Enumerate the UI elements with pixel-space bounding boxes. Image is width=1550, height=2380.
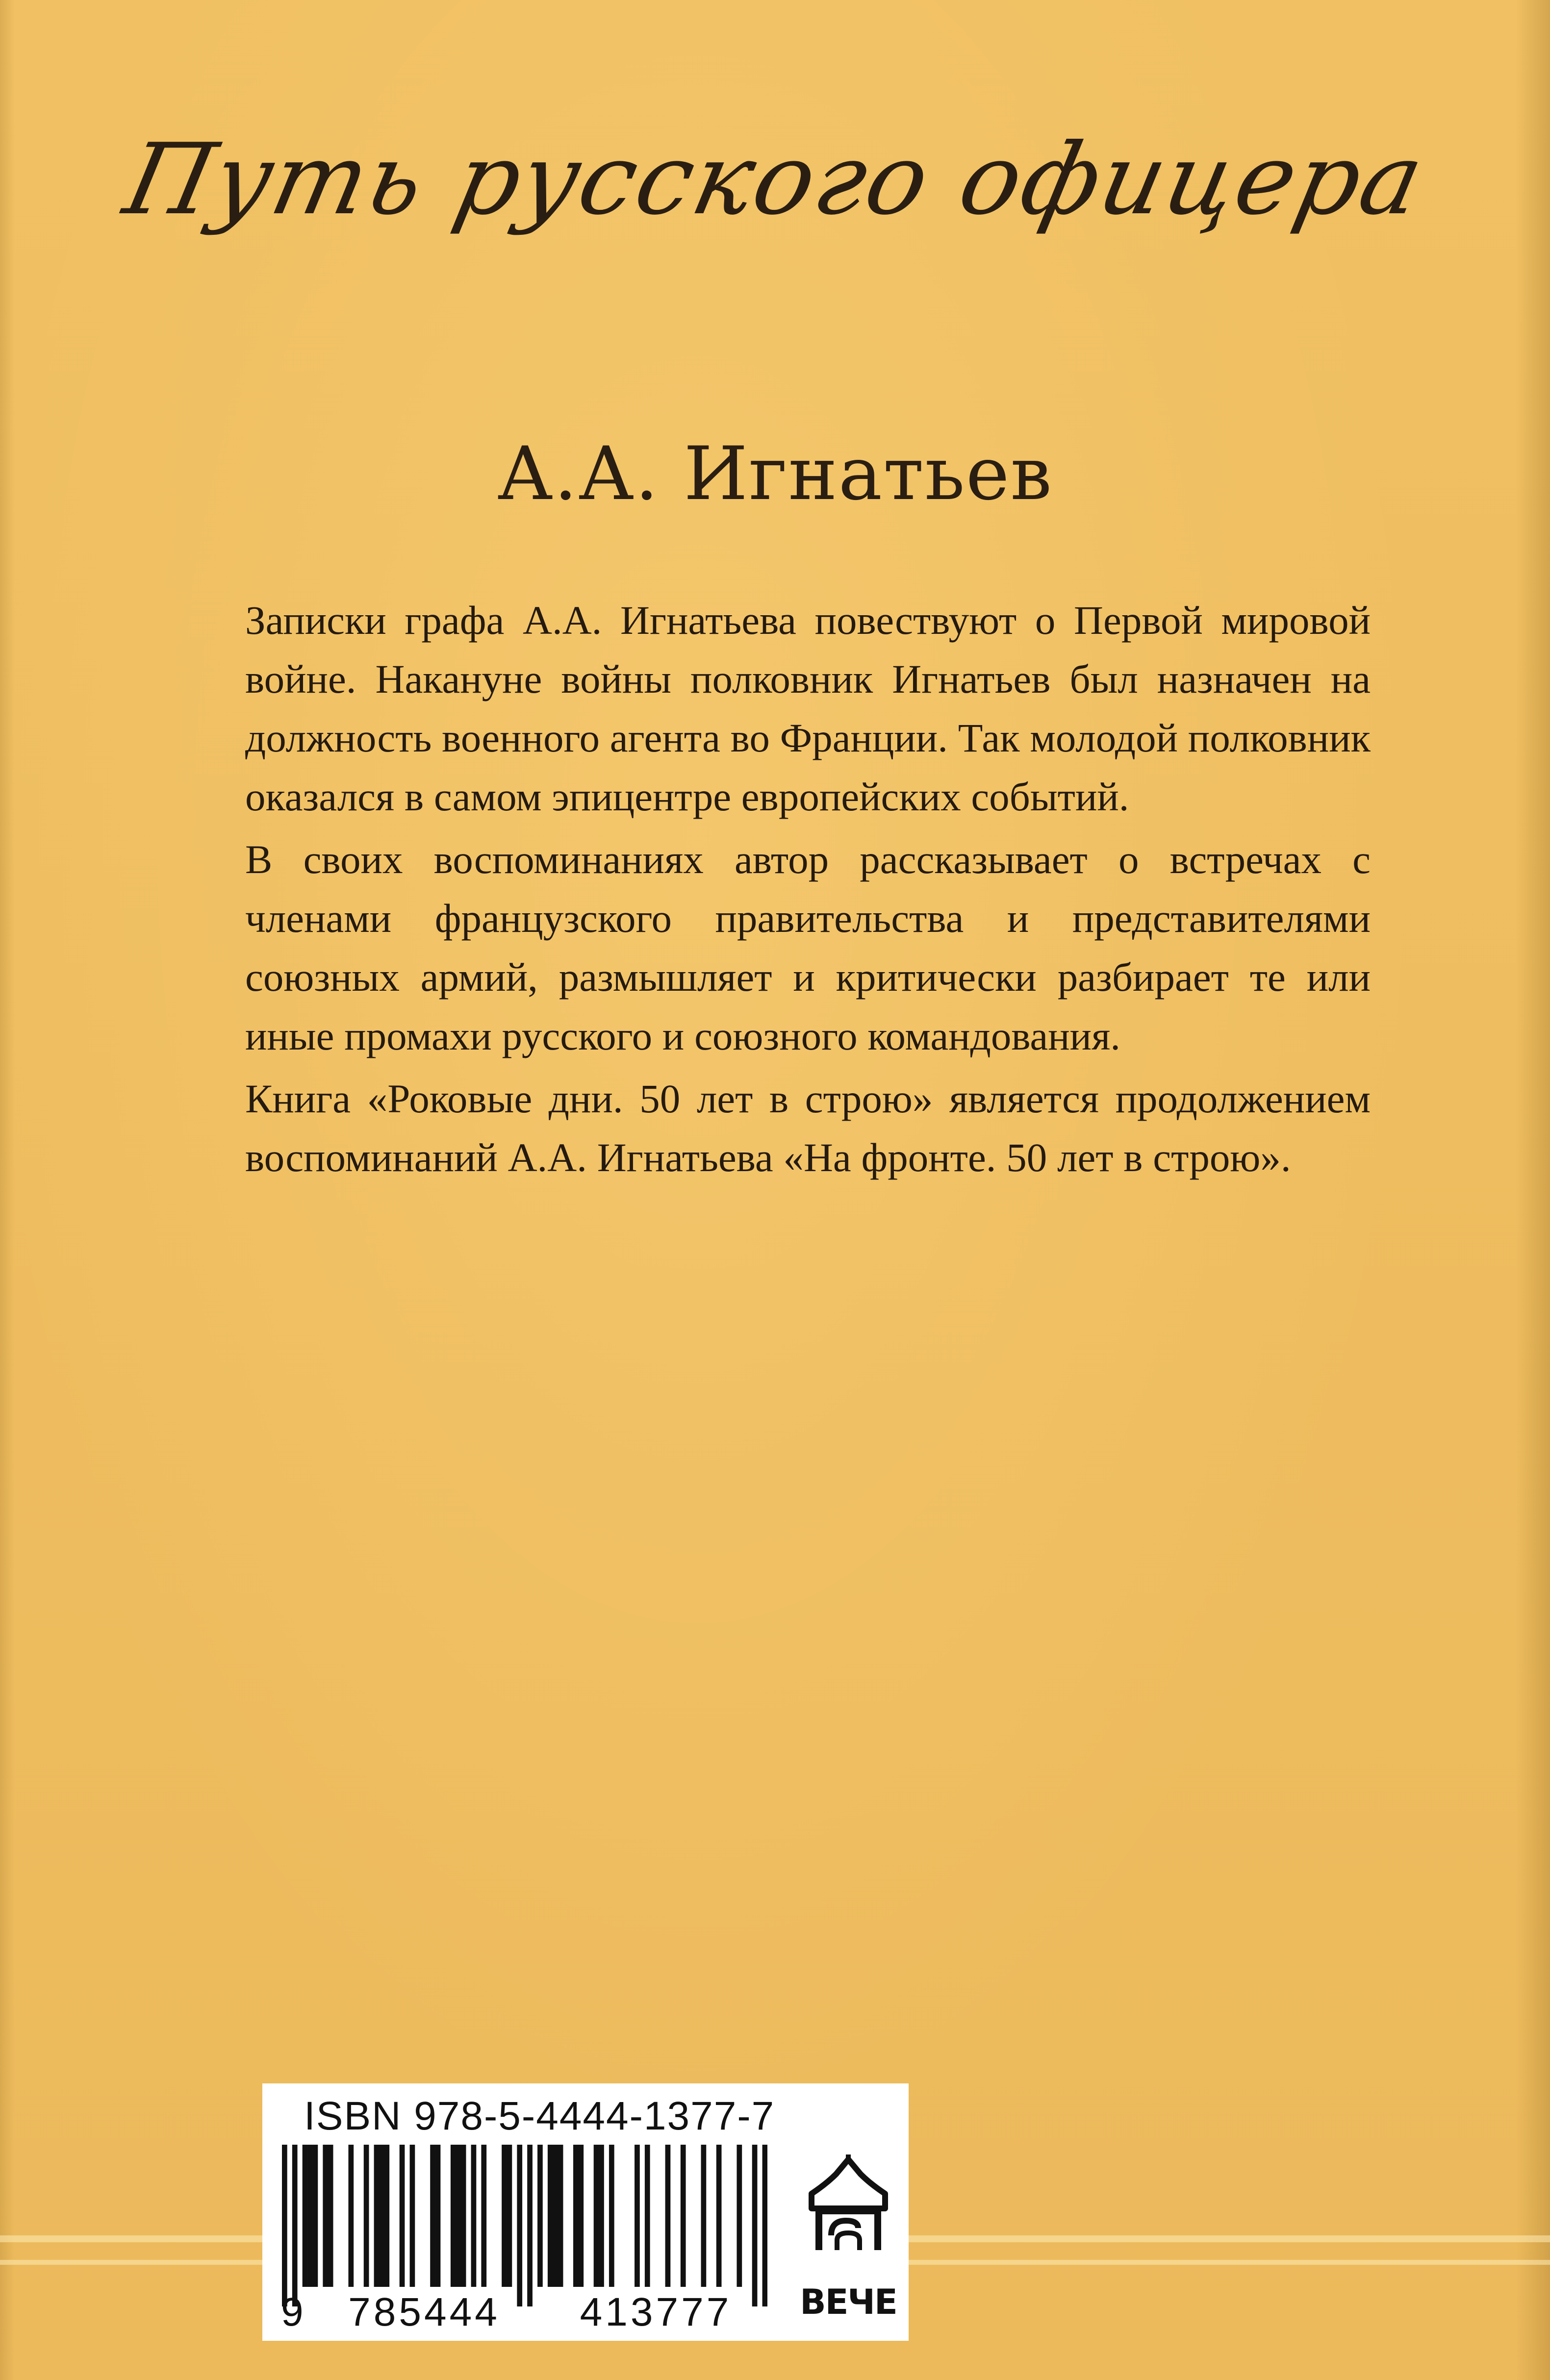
isbn-label: ISBN 978-5-4444-1377-7 xyxy=(304,2094,775,2138)
barcode-bar xyxy=(303,2145,308,2287)
barcode-bar xyxy=(461,2145,466,2287)
barcode-bar xyxy=(307,2145,313,2287)
author-name: А.А. Игнатьев xyxy=(497,431,1053,517)
barcode-bar xyxy=(502,2145,507,2287)
publisher-name: ВЕЧЕ xyxy=(800,2282,897,2322)
publisher-logo-icon xyxy=(797,2145,900,2287)
barcode-bar xyxy=(379,2145,384,2287)
barcode-bar xyxy=(292,2145,298,2306)
annotation-paragraph: Книга «Роковые дни. 50 лет в строю» является продолжением воспоминаний А.А. Игнатьева «На фронте. 50 лет в строю». xyxy=(245,1076,1371,1180)
barcode-bar xyxy=(548,2145,553,2287)
annotation-text xyxy=(245,591,1371,1191)
series-title: Путь русского офицера xyxy=(115,123,1435,237)
barcode-bar xyxy=(681,2145,686,2287)
barcode-bar xyxy=(553,2145,558,2287)
barcode-bar xyxy=(578,2145,584,2287)
barcode xyxy=(282,2145,767,2306)
barcode-bar xyxy=(456,2145,461,2287)
barcode-bar xyxy=(517,2145,522,2306)
ean-right-digits: 413777 xyxy=(580,2290,732,2334)
barcode-bar xyxy=(537,2145,543,2287)
barcode-bar xyxy=(762,2145,767,2306)
barcode-bar xyxy=(435,2145,441,2287)
barcode-bar xyxy=(737,2145,742,2287)
barcode-bar xyxy=(451,2145,456,2287)
barcode-bar xyxy=(323,2145,328,2287)
ean-first-digit: 9 xyxy=(281,2290,304,2334)
barcode-bar xyxy=(599,2145,604,2287)
barcode-bar xyxy=(716,2145,722,2287)
barcode-bar xyxy=(430,2145,435,2287)
cover-left-edge xyxy=(0,0,15,2380)
barcode-bar xyxy=(328,2145,333,2287)
barcode-bar xyxy=(507,2145,512,2287)
barcode-bar xyxy=(594,2145,599,2287)
barcode-bar xyxy=(282,2145,287,2306)
barcode-bar xyxy=(527,2145,533,2306)
ean-left-digits: 785444 xyxy=(348,2290,500,2334)
barcode-bar xyxy=(558,2145,563,2287)
barcode-bar xyxy=(410,2145,415,2287)
annotation-paragraph: В своих воспоминаниях автор рассказывает о встречах с членами французского правительства и представителями союзных армий, размышляет и критически разбирает те или иные промахи русского и союзного командования. xyxy=(245,837,1371,1058)
barcode-bar xyxy=(481,2145,486,2287)
barcode-panel xyxy=(262,2083,909,2341)
barcode-bar xyxy=(400,2145,405,2287)
barcode-bar xyxy=(573,2145,579,2287)
barcode-bar xyxy=(645,2145,650,2287)
barcode-bar xyxy=(471,2145,477,2287)
annotation-paragraph: Записки графа А.А. Игнатьева повествуют о Первой мировой войне. Накануне войны полковник Игнатьев был назначен на должность военного агента во Франции. Так молодой полковник оказался в самом эпицентре европейских событий. xyxy=(245,598,1371,819)
barcode-bar xyxy=(374,2145,380,2287)
barcode-bar xyxy=(384,2145,389,2287)
barcode-bar xyxy=(364,2145,369,2287)
barcode-bar xyxy=(313,2145,318,2287)
cover-right-edge xyxy=(1516,0,1550,2380)
barcode-bar xyxy=(348,2145,354,2287)
barcode-bar xyxy=(665,2145,671,2287)
barcode-bar xyxy=(752,2145,758,2306)
barcode-bar xyxy=(635,2145,640,2287)
barcode-bar xyxy=(701,2145,707,2287)
barcode-bar xyxy=(609,2145,614,2287)
publisher-logo xyxy=(797,2145,900,2326)
